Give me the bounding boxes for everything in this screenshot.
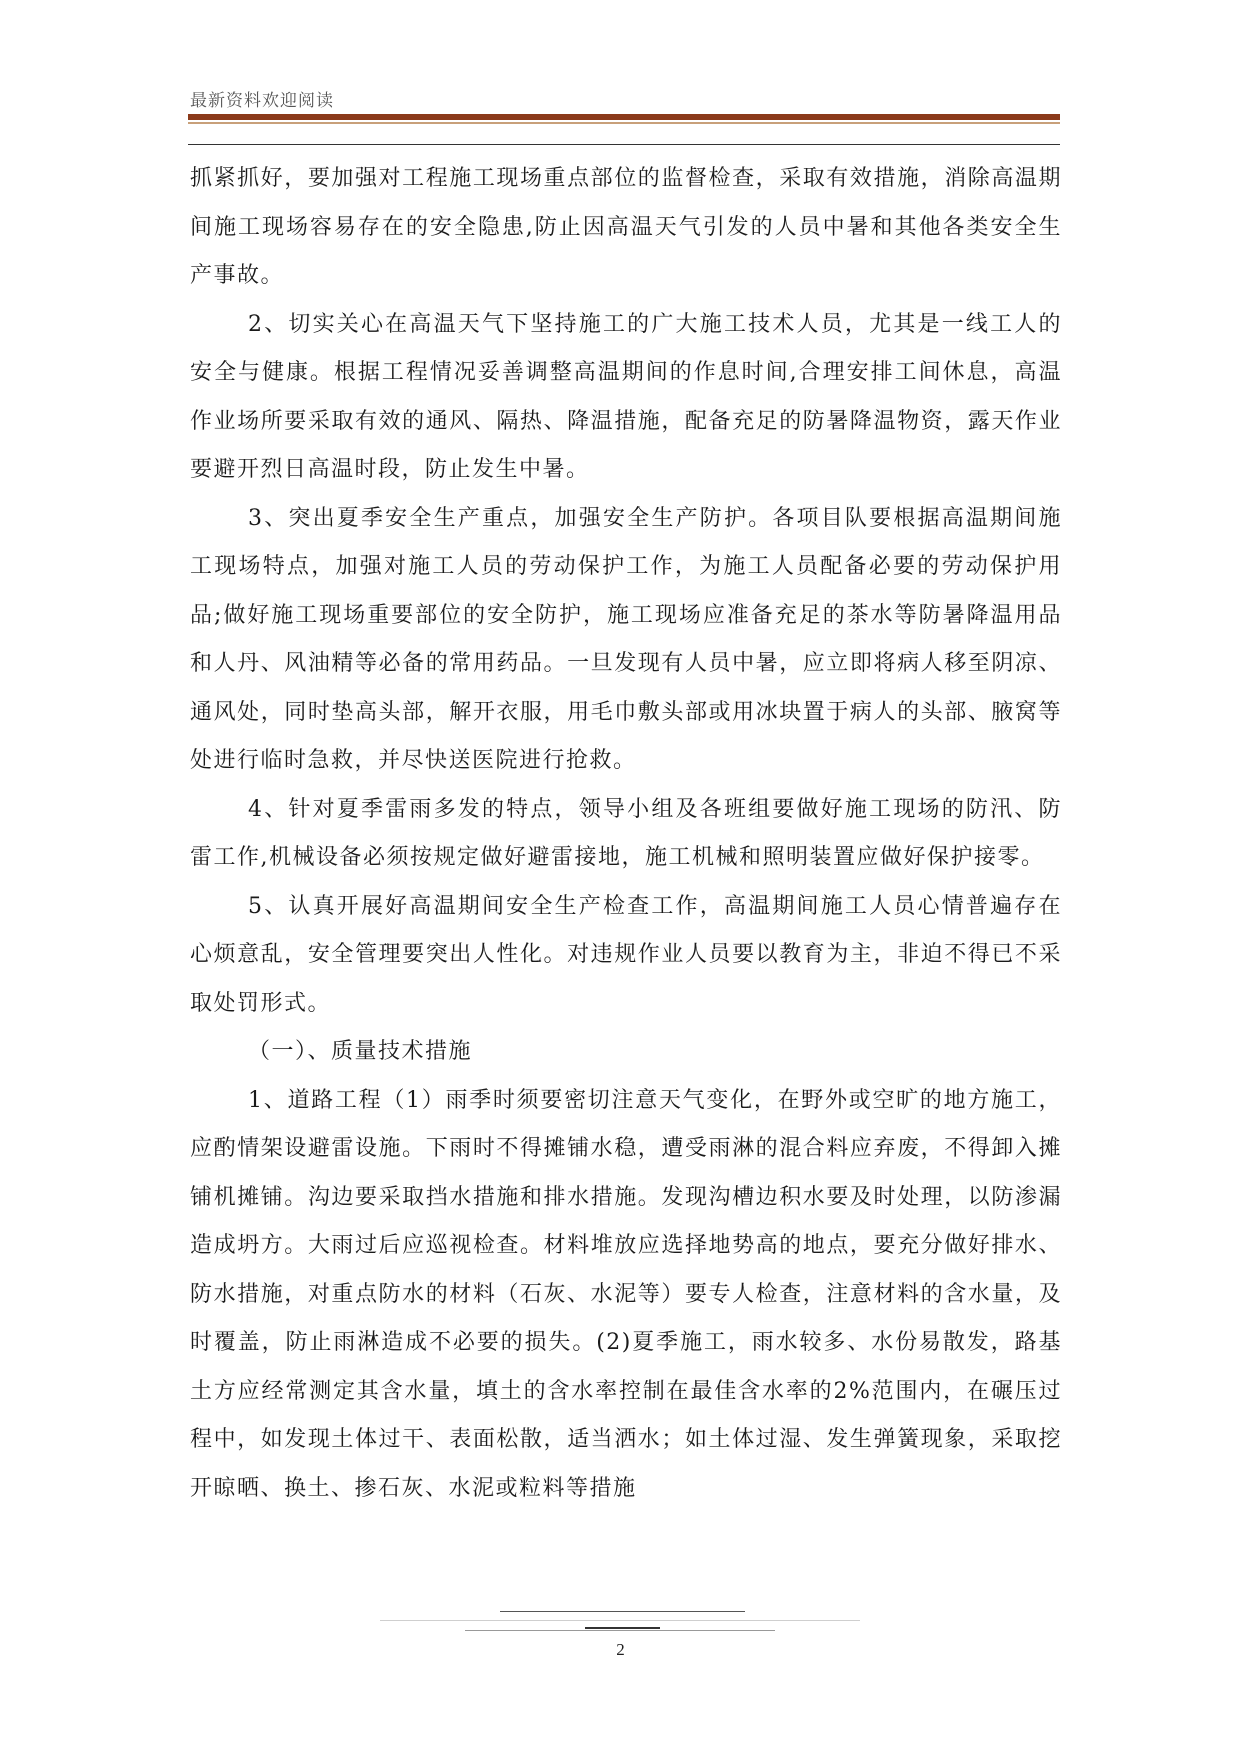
section-heading-quality: （一）、质量技术措施 bbox=[248, 1039, 473, 1064]
paragraph-item-4: 4、针对夏季雷雨多发的特点，领导小组及各班组要做好施工现场的防汛、防雷工作,机械设备必须按规定做好避雷接地，施工机械和照明装置应做好保护接零。 bbox=[190, 796, 1062, 870]
paragraph-continuation: 抓紧抓好，要加强对工程施工现场重点部位的监督检查，采取有效措施，消除高温期间施工现场容易存在的安全隐患,防止因高温天气引发的人员中暑和其他各类安全生产事故。 bbox=[190, 166, 1062, 288]
header-rule-thin bbox=[188, 122, 1060, 124]
header-rule-dark bbox=[188, 144, 1060, 145]
document-body bbox=[190, 155, 1062, 1513]
footer-rule-top bbox=[500, 1611, 745, 1612]
page-header-title: 最新资料欢迎阅读 bbox=[190, 91, 334, 111]
footer-rule-middle bbox=[380, 1620, 860, 1621]
paragraph-item-3: 3、突出夏季安全生产重点，加强安全生产防护。各项目队要根据高温期间施工现场特点，加强对施工人员的劳动保护工作，为施工人员配备必要的劳动保护用品;做好施工现场重要部位的安全防护，施工现场应准备充足的茶水等防暑降温用品和人丹、风油精等必备的常用药品。一旦发现有人员中暑，应立即将病人移至阴凉、通风处，同时垫高头部，解开衣服，用毛巾敷头部或用冰块置于病人的头部、腋窝等处进行临时急救，并尽快送医院进行抢救。 bbox=[190, 505, 1062, 773]
paragraph-item-5: 5、认真开展好高温期间安全生产检查工作，高温期间施工人员心情普遍存在心烦意乱，安全管理要突出人性化。对违规作业人员要以教育为主，非迫不得已不采取处罚形式。 bbox=[190, 893, 1062, 1016]
footer-rule-accent bbox=[585, 1627, 660, 1629]
paragraph-item-2: 2、切实关心在高温天气下坚持施工的广大施工技术人员，尤其是一线工人的安全与健康。根据工程情况妥善调整高温期间的作息时间,合理安排工间休息，高温作业场所要采取有效的通风、隔热、降温措施，配备充足的防暑降温物资，露天作业要避开烈日高温时段，防止发生中暑。 bbox=[190, 311, 1062, 482]
paragraph-road-works: 1、道路工程（1）雨季时须要密切注意天气变化，在野外或空旷的地方施工，应酌情架设避雷设施。下雨时不得摊铺水稳，遭受雨淋的混合料应弃废，不得卸入摊铺机摊铺。沟边要采取挡水措施和排水措施。发现沟槽边积水要及时处理，以防渗漏造成坍方。大雨过后应巡视检查。材料堆放应选择地势高的地点，要充分做好排水、防水措施，对重点防水的材料（石灰、水泥等）要专人检查，注意材料的含水量，及时覆盖，防止雨淋造成不必要的损失。(2)夏季施工，雨水较多、水份易散发，路基土方应经常测定其含水量，填土的含水率控制在最佳含水率的2%范围内，在碾压过程中，如发现土体过干、表面松散，适当洒水；如土体过湿、发生弹簧现象，采取挖开晾晒、换土、掺石灰、水泥或粒料等措施 bbox=[190, 1087, 1062, 1501]
header-rule-thick bbox=[188, 114, 1060, 120]
footer-rule-bottom bbox=[465, 1630, 775, 1631]
page-number: 2 bbox=[616, 1640, 625, 1659]
